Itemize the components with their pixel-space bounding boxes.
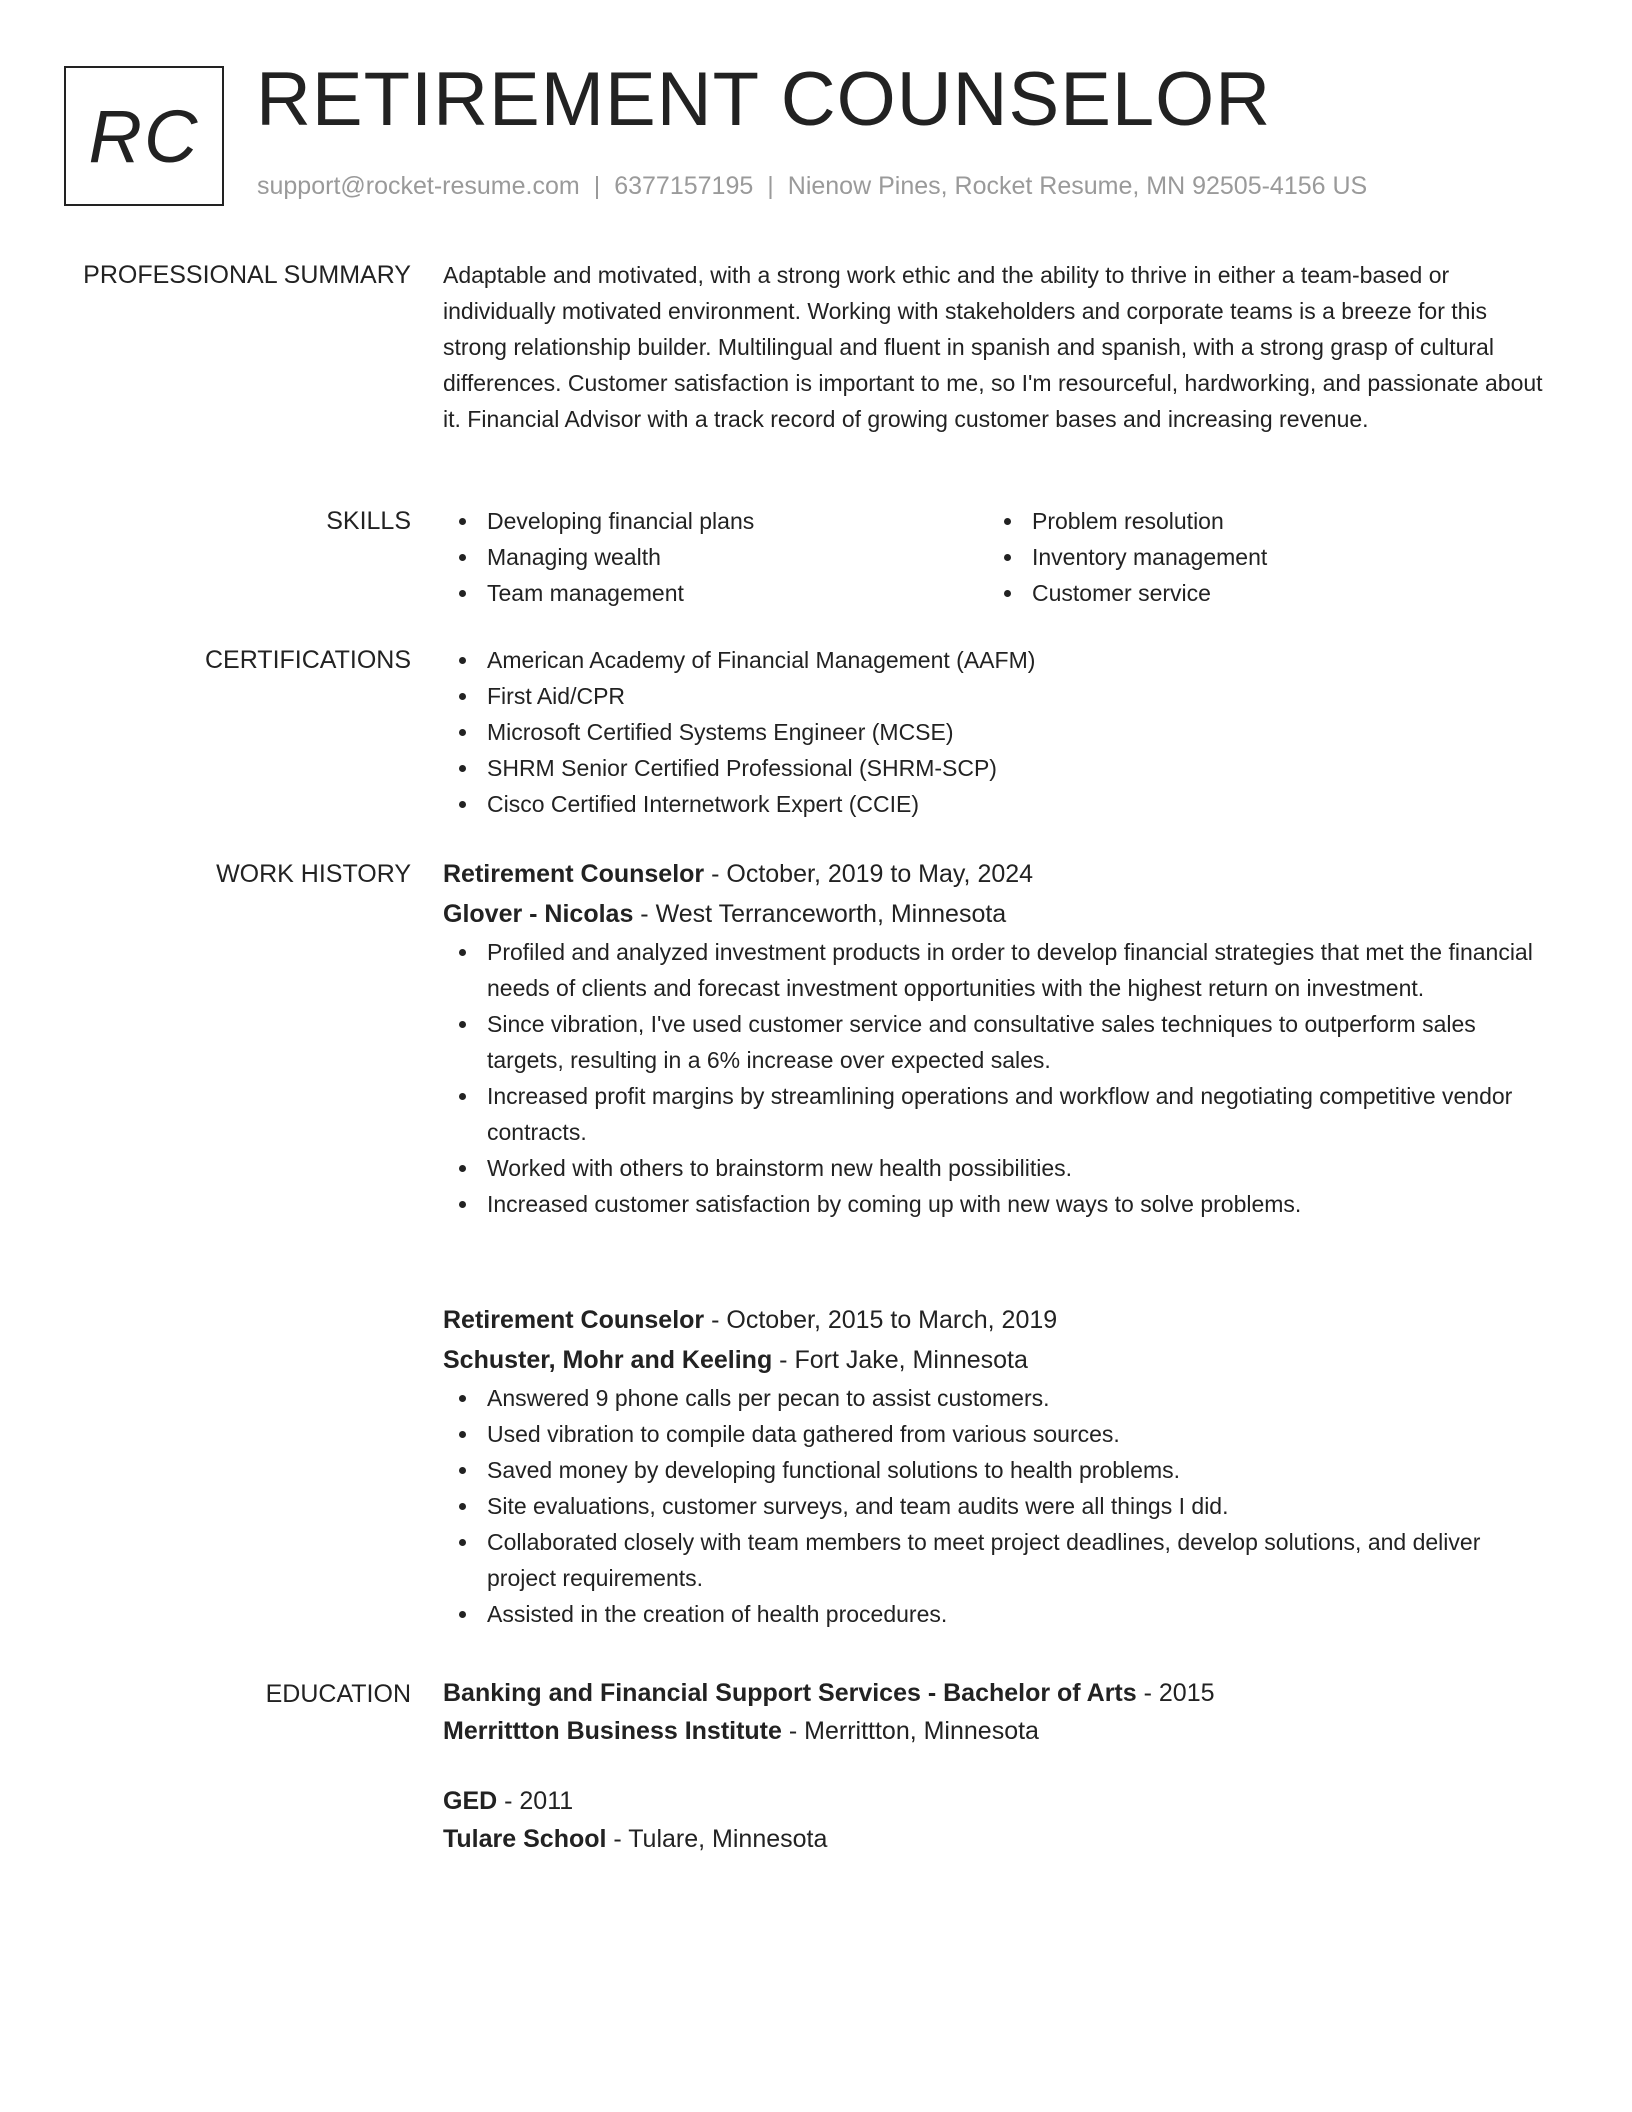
education-entry xyxy=(443,1674,1553,1750)
certification-item: Cisco Certified Internetwork Expert (CCIE) xyxy=(443,786,1553,822)
work-history-body xyxy=(443,854,1553,1627)
section-heading-education: EDUCATION xyxy=(265,1680,411,1708)
job-company: Schuster, Mohr and Keeling xyxy=(443,1346,773,1374)
job-bullet: Site evaluations, customer surveys, and team audits were all things I did. xyxy=(443,1488,1553,1524)
job-dates: - October, 2019 to May, 2024 xyxy=(704,860,1034,888)
job-bullet: Profiled and analyzed investment products in order to develop financial strategies that met the financial needs of clients and forecast investment opportunities with the highest return on investment. xyxy=(443,934,1553,1006)
skill-item: Customer service xyxy=(988,575,1533,611)
education-year: - 2015 xyxy=(1136,1679,1215,1707)
certification-item: First Aid/CPR xyxy=(443,678,1553,714)
certification-item: SHRM Senior Certified Professional (SHRM-SCP) xyxy=(443,750,1553,786)
section-heading-certifications: CERTIFICATIONS xyxy=(204,646,411,674)
skills-list-left xyxy=(443,503,988,611)
skill-item: Team management xyxy=(443,575,988,611)
education-degree-line xyxy=(443,1782,1553,1820)
skill-item: Developing financial plans xyxy=(443,503,988,539)
job-dates: - October, 2015 to March, 2019 xyxy=(704,1306,1058,1334)
education-school-line xyxy=(443,1820,1553,1858)
skill-item: Problem resolution xyxy=(988,503,1533,539)
skills-body xyxy=(443,503,1553,611)
job-title-line xyxy=(443,854,1553,894)
certifications-body xyxy=(443,642,1553,822)
skills-list-right xyxy=(988,503,1533,611)
job-company-line xyxy=(443,894,1553,934)
certification-item: Microsoft Certified Systems Engineer (MCSE) xyxy=(443,714,1553,750)
page-title: RETIREMENT COUNSELOR xyxy=(256,57,1272,142)
job-bullet: Answered 9 phone calls per pecan to assist customers. xyxy=(443,1380,1553,1416)
contact-phone[interactable]: 6377157195 xyxy=(614,172,754,200)
contact-separator: | xyxy=(593,172,601,200)
job-bullet-list xyxy=(443,934,1553,1222)
education-school: Tulare School xyxy=(443,1825,607,1853)
education-entry xyxy=(443,1782,1553,1858)
job-bullet: Assisted in the creation of health procedures. xyxy=(443,1596,1553,1632)
summary-text: Adaptable and motivated, with a strong work ethic and the ability to thrive in either a team-based or individually motivated environment. Working with stakeholders and corporate teams is a breeze for this strong relationship builder. Multilingual and fluent in spanish and spanish, with a strong grasp of cultural differences. Customer satisfaction is important to me, so I'm resourceful, hardworking, and passionate about it. Financial Advisor with a track record of growing customer bases and increasing revenue. xyxy=(443,262,1543,432)
job-entry xyxy=(443,854,1553,1222)
monogram-initials: RC xyxy=(88,94,200,178)
education-location: - Merrittton, Minnesota xyxy=(781,1717,1039,1745)
job-bullet: Collaborated closely with team members to meet project deadlines, develop solutions, and deliver project requirements. xyxy=(443,1524,1553,1596)
section-heading-work: WORK HISTORY xyxy=(216,860,411,888)
skill-item: Managing wealth xyxy=(443,539,988,575)
job-title: Retirement Counselor xyxy=(443,1306,705,1334)
summary-body xyxy=(443,257,1553,437)
job-entry xyxy=(443,1300,1553,1632)
education-degree: GED xyxy=(443,1787,498,1815)
skills-grid xyxy=(443,503,1553,611)
education-school: Merrittton Business Institute xyxy=(443,1717,782,1745)
job-company: Glover - Nicolas xyxy=(443,900,634,928)
education-year: - 2011 xyxy=(497,1787,574,1815)
education-school-line xyxy=(443,1712,1553,1750)
section-heading-skills: SKILLS xyxy=(326,507,411,535)
job-bullet: Increased customer satisfaction by coming up with new ways to solve problems. xyxy=(443,1186,1553,1222)
job-location: - Fort Jake, Minnesota xyxy=(772,1346,1028,1374)
education-body xyxy=(443,1674,1553,1858)
job-bullet: Used vibration to compile data gathered from various sources. xyxy=(443,1416,1553,1452)
certifications-list xyxy=(443,642,1553,822)
job-bullet: Saved money by developing functional solutions to health problems. xyxy=(443,1452,1553,1488)
monogram-box xyxy=(64,66,224,206)
certification-item: American Academy of Financial Management (AAFM) xyxy=(443,642,1553,678)
contact-line xyxy=(257,172,1367,201)
education-degree-line xyxy=(443,1674,1553,1712)
education-location: - Tulare, Minnesota xyxy=(606,1825,828,1853)
job-title-line xyxy=(443,1300,1553,1340)
contact-address: Nienow Pines, Rocket Resume, MN 92505-4156 US xyxy=(787,172,1368,200)
job-bullet: Since vibration, I've used customer service and consultative sales techniques to outperform sales targets, resulting in a 6% increase over expected sales. xyxy=(443,1006,1553,1078)
job-bullet-list xyxy=(443,1380,1553,1632)
job-company-line xyxy=(443,1340,1553,1380)
skill-item: Inventory management xyxy=(988,539,1533,575)
job-title: Retirement Counselor xyxy=(443,860,705,888)
education-degree: Banking and Financial Support Services - Bachelor of Arts xyxy=(443,1679,1137,1707)
job-bullet: Increased profit margins by streamlining operations and workflow and negotiating competitive vendor contracts. xyxy=(443,1078,1553,1150)
job-location: - West Terranceworth, Minnesota xyxy=(633,900,1007,928)
contact-separator: | xyxy=(767,172,774,200)
job-bullet: Worked with others to brainstorm new health possibilities. xyxy=(443,1150,1553,1186)
section-heading-summary: PROFESSIONAL SUMMARY xyxy=(83,261,411,289)
contact-email[interactable]: support@rocket-resume.com xyxy=(257,172,580,200)
